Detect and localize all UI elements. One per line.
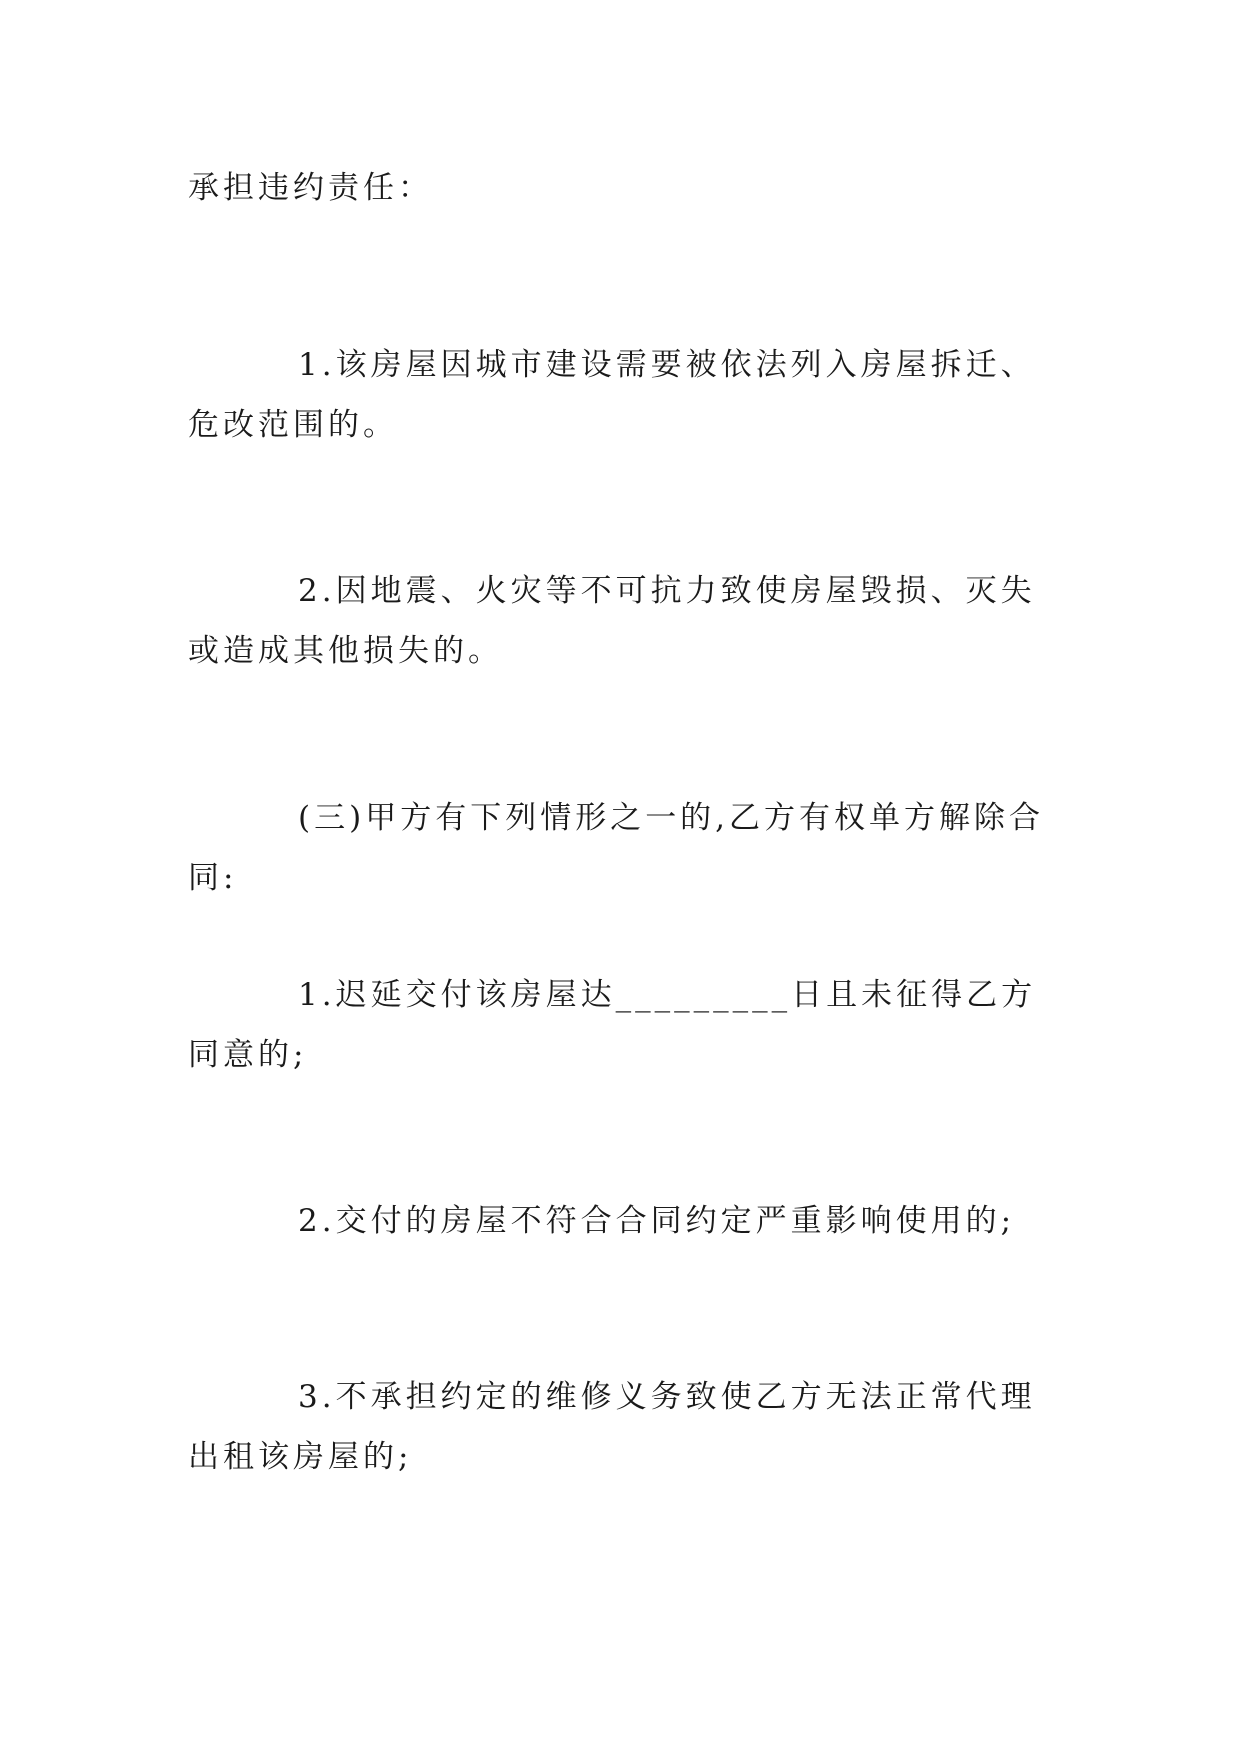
paragraph-section-3-heading: (三)甲方有下列情形之一的,乙方有权单方解除合同: — [188, 800, 1045, 896]
paragraph-item-2-nonconforming: 2.交付的房屋不符合合同约定严重影响使用的; — [298, 1203, 1016, 1239]
paragraph-item-1-delay: 1.迟延交付该房屋达_________日且未征得乙方同意的; — [188, 977, 1037, 1073]
paragraph-item-3-maintenance: 3.不承担约定的维修义务致使乙方无法正常代理出租该房屋的; — [188, 1379, 1036, 1475]
paragraph-liability: 承担违约责任： — [188, 170, 433, 206]
paragraph-item-2-force-majeure: 2.因地震、火灾等不可抗力致使房屋毁损、灭失或造成其他损失的。 — [188, 573, 1036, 669]
paragraph-item-1-demolition: 1.该房屋因城市建设需要被依法列入房屋拆迁、危改范围的。 — [188, 347, 1036, 443]
